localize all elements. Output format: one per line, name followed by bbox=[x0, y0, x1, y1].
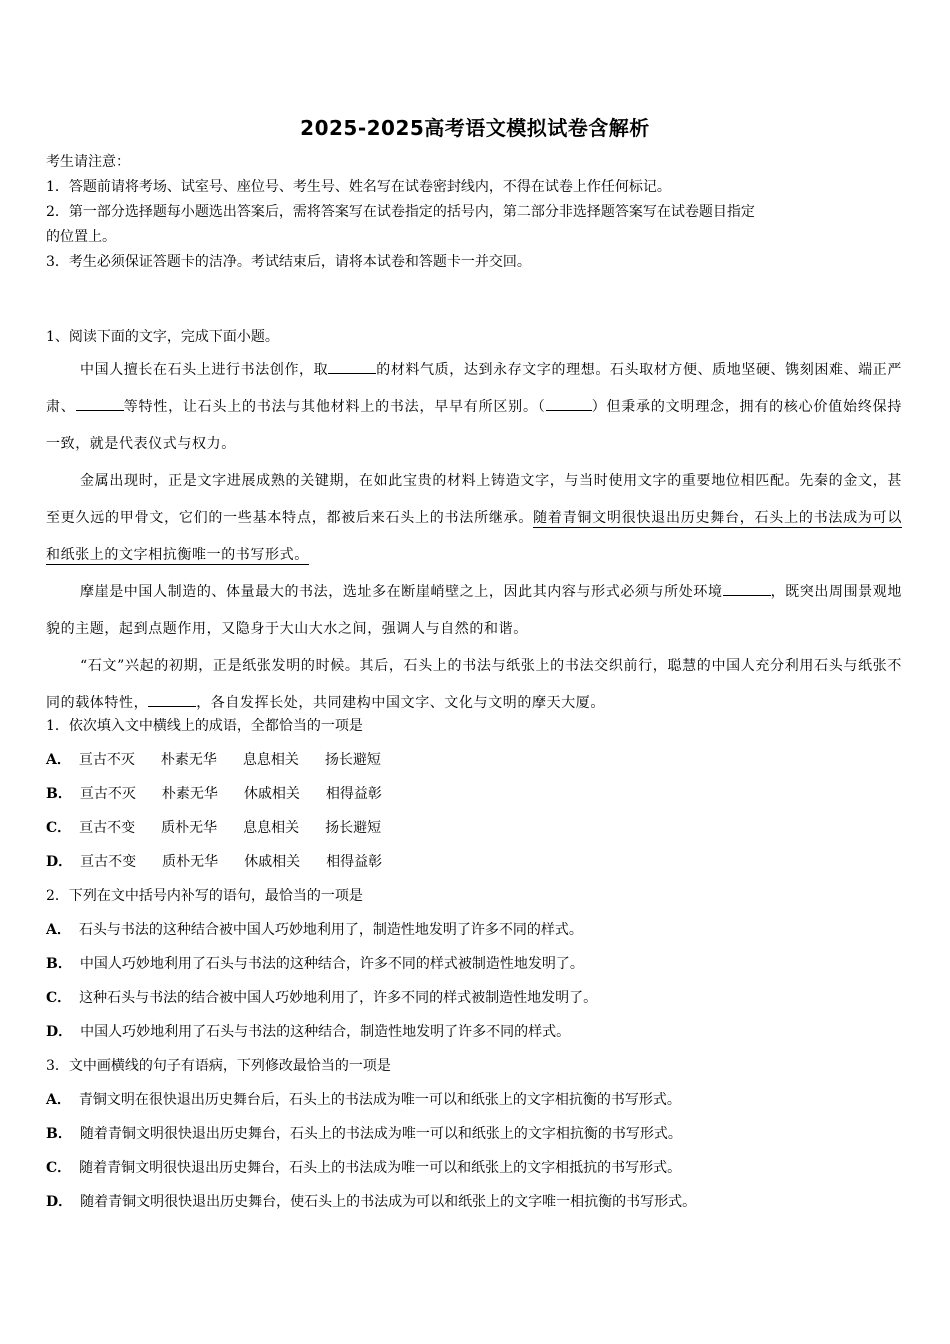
passage-paragraph bbox=[46, 463, 902, 574]
reading-passage bbox=[46, 352, 902, 722]
option-text: 随着青铜文明很快退出历史舞台，石头上的书法成为唯一可以和纸张上的文字相抵抗的书写形式。 bbox=[79, 1160, 682, 1176]
question-intro: 1、阅读下面的文字，完成下面小题。 bbox=[46, 329, 279, 345]
passage-text: ，各自发挥长处，共同建构中国文字、文化与文明的摩天大厦。 bbox=[196, 695, 606, 711]
answer-option[interactable] bbox=[46, 852, 902, 886]
answer-option[interactable] bbox=[46, 1022, 902, 1056]
option-label: D． bbox=[46, 1024, 73, 1040]
underlined-sentence: 随着青铜文明很快退出历史舞台，石头上的书法成为可以和纸张上的文字相抗衡唯一的书写形式。 bbox=[46, 510, 902, 563]
page-title: 2025-2025高考语文模拟试卷含解析 bbox=[300, 116, 650, 140]
fill-blank bbox=[723, 581, 771, 596]
option-word: 息息相关 bbox=[243, 820, 300, 836]
option-word: 相得益彰 bbox=[325, 786, 382, 802]
notice-section bbox=[46, 150, 906, 275]
passage-text: ）但秉承的文明理念，拥有的核心价值始终保持一致，就是代表仪式与权力。 bbox=[46, 399, 902, 452]
passage-text: 的材料气质，达到永存文字的理想。石头取材方便、质地坚硬、镌刻困难、端正严肃、 bbox=[46, 362, 902, 415]
passage-text: 摩崖是中国人制造的、体量最大的书法，选址多在断崖峭壁之上，因此其内容与形式必须与所处环境 bbox=[80, 584, 723, 600]
option-text: 中国人巧妙地利用了石头与书法的这种结合，许多不同的样式被制造性地发明了。 bbox=[79, 956, 584, 972]
option-label: D． bbox=[46, 854, 73, 870]
option-text: 青铜文明在很快退出历史舞台后，石头上的书法成为唯一可以和纸张上的文字相抗衡的书写形式。 bbox=[78, 1092, 681, 1108]
question-stem: 2．下列在文中括号内补写的语句，最恰当的一项是 bbox=[46, 888, 363, 904]
notice-item: 1．答题前请将考场、试室号、座位号、考生号、姓名写在试卷密封线内，不得在试卷上作任何标记。 bbox=[46, 179, 671, 195]
option-text: 石头与书法的这种结合被中国人巧妙地利用了，制造性地发明了许多不同的样式。 bbox=[78, 922, 583, 938]
passage-text: 等特性，让石头上的书法与其他材料上的书法，早早有所区别。（ bbox=[123, 399, 546, 415]
option-word: 质朴无华 bbox=[161, 820, 218, 836]
option-word: 亘古不变 bbox=[79, 820, 136, 836]
passage-text: 金属出现时，正是文字进展成熟的关键期，在如此宝贵的材料上铸造文字，与当时使用文字的重要地位相匹配。先秦的金文，甚至更久远的甲骨文，它们的一些基本特点，都被后来石头上的书法所继承。 bbox=[46, 473, 902, 526]
option-word: 息息相关 bbox=[242, 752, 299, 768]
answer-option[interactable] bbox=[46, 1158, 902, 1192]
option-word: 亘古不灭 bbox=[79, 786, 136, 802]
answer-option[interactable] bbox=[46, 818, 902, 852]
option-word: 休戚相关 bbox=[244, 854, 301, 870]
fill-blank bbox=[546, 396, 592, 411]
option-word: 扬长避短 bbox=[324, 752, 381, 768]
option-label: C． bbox=[46, 990, 72, 1006]
passage-text: ，既突出周围景观地貌的主题，起到点题作用，又隐身于大山大水之间，强调人与自然的和谐。 bbox=[46, 584, 902, 637]
answer-option[interactable] bbox=[46, 1090, 902, 1124]
fill-blank bbox=[76, 396, 124, 411]
passage-paragraph bbox=[46, 648, 902, 722]
notice-item: 的位置上。 bbox=[46, 229, 116, 245]
option-word: 扬长避短 bbox=[325, 820, 382, 836]
option-word: 朴素无华 bbox=[161, 786, 218, 802]
answer-option[interactable] bbox=[46, 988, 902, 1022]
option-label: A． bbox=[46, 922, 71, 938]
notice-item: 3．考生必须保证答题卡的洁净。考试结束后，请将本试卷和答题卡一并交回。 bbox=[46, 254, 531, 270]
notice-heading: 考生请注意： bbox=[46, 154, 130, 170]
question-stem: 3．文中画横线的句子有语病，下列修改最恰当的一项是 bbox=[46, 1058, 391, 1074]
option-word: 亘古不变 bbox=[80, 854, 137, 870]
fill-blank bbox=[148, 692, 196, 707]
option-word: 质朴无华 bbox=[162, 854, 219, 870]
answer-option[interactable] bbox=[46, 750, 902, 784]
question-stem: 1．依次填入文中横线上的成语，全都恰当的一项是 bbox=[46, 718, 363, 734]
option-text: 这种石头与书法的结合被中国人巧妙地利用了，许多不同的样式被制造性地发明了。 bbox=[79, 990, 598, 1006]
fill-blank bbox=[328, 359, 376, 374]
option-label: B． bbox=[46, 786, 72, 802]
passage-text: “石文”兴起的初期，正是纸张发明的时候。其后，石头上的书法与纸张上的书法交织前行，聪慧的中国人充分利用石头与纸张不同的载体特性， bbox=[46, 658, 902, 711]
passage-text: 中国人擅长在石头上进行书法创作，取 bbox=[80, 362, 329, 378]
option-word: 休戚相关 bbox=[243, 786, 300, 802]
notice-item: 2．第一部分选择题每小题选出答案后，需将答案写在试卷指定的括号内，第二部分非选择题答案写在试卷题目指定 bbox=[46, 204, 755, 220]
option-word: 亘古不灭 bbox=[78, 752, 135, 768]
option-label: A． bbox=[46, 752, 71, 768]
answer-option[interactable] bbox=[46, 920, 902, 954]
questions-section bbox=[46, 716, 902, 1226]
answer-option[interactable] bbox=[46, 1124, 902, 1158]
option-label: B． bbox=[46, 956, 72, 972]
option-text: 随着青铜文明很快退出历史舞台，石头上的书法成为唯一可以和纸张上的文字相抗衡的书写形式。 bbox=[79, 1126, 682, 1142]
option-label: C． bbox=[46, 820, 72, 836]
option-word: 相得益彰 bbox=[326, 854, 383, 870]
option-word: 朴素无华 bbox=[160, 752, 217, 768]
answer-option[interactable] bbox=[46, 784, 902, 818]
passage-paragraph bbox=[46, 352, 902, 463]
answer-option[interactable] bbox=[46, 1192, 902, 1226]
passage-paragraph bbox=[46, 574, 902, 648]
option-label: C． bbox=[46, 1160, 72, 1176]
option-label: B． bbox=[46, 1126, 72, 1142]
option-label: A． bbox=[46, 1092, 71, 1108]
option-text: 随着青铜文明很快退出历史舞台，使石头上的书法成为可以和纸张上的文字唯一相抗衡的书写形式。 bbox=[80, 1194, 697, 1210]
option-text: 中国人巧妙地利用了石头与书法的这种结合，制造性地发明了许多不同的样式。 bbox=[80, 1024, 571, 1040]
option-label: D． bbox=[46, 1194, 73, 1210]
answer-option[interactable] bbox=[46, 954, 902, 988]
